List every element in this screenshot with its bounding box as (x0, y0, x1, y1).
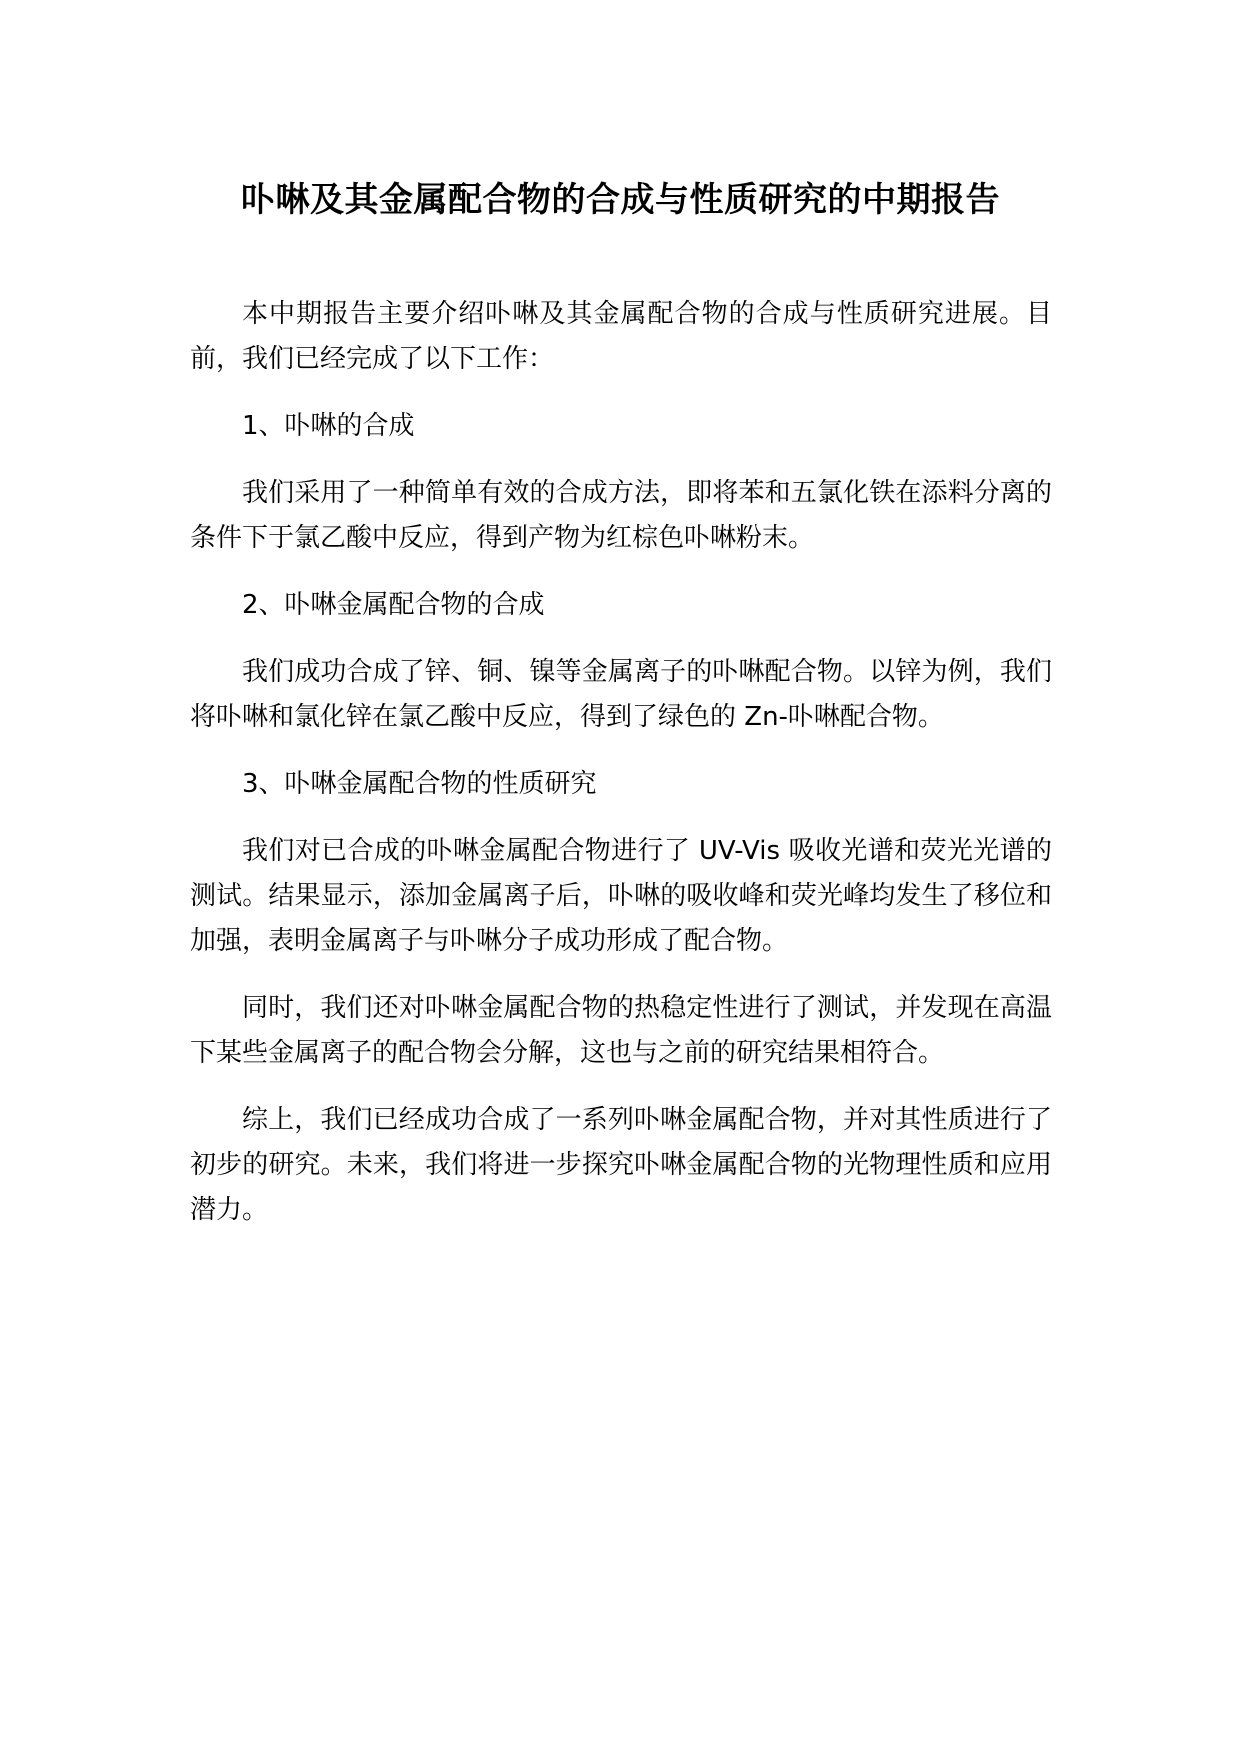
conclusion-paragraph: 综上，我们已经成功合成了一系列卟啉金属配合物，并对其性质进行了初步的研究。未来，我们将进一步探究卟啉金属配合物的光物理性质和应用潜力。 (190, 1105, 1052, 1225)
section-1-paragraph: 我们采用了一种简单有效的合成方法，即将苯和五氯化铁在添料分离的条件下于氯乙酸中反应，得到产物为红棕色卟啉粉末。 (190, 478, 1052, 553)
thermal-stability-paragraph: 同时，我们还对卟啉金属配合物的热稳定性进行了测试，并发现在高温下某些金属离子的配合物会分解，这也与之前的研究结果相符合。 (190, 993, 1052, 1068)
intro-paragraph: 本中期报告主要介绍卟啉及其金属配合物的合成与性质研究进展。目前，我们已经完成了以下工作： (190, 299, 1052, 374)
section-heading-1: 1、卟啉的合成 (242, 411, 415, 441)
section-3-paragraph: 我们对已合成的卟啉金属配合物进行了 UV-Vis 吸收光谱和荧光光谱的测试。结果显示，添加金属离子后，卟啉的吸收峰和荧光峰均发生了移位和加强，表明金属离子与卟啉分子成功形成了配合物。 (190, 836, 1052, 956)
document-body (190, 292, 1052, 1255)
section-heading-2: 2、卟啉金属配合物的合成 (242, 590, 545, 620)
section-heading-3: 3、卟啉金属配合物的性质研究 (242, 769, 597, 799)
section-2-paragraph: 我们成功合成了锌、铜、镍等金属离子的卟啉配合物。以锌为例，我们将卟啉和氯化锌在氯乙酸中反应，得到了绿色的 Zn-卟啉配合物。 (190, 657, 1052, 732)
document-title: 卟啉及其金属配合物的合成与性质研究的中期报告 (241, 180, 1000, 220)
